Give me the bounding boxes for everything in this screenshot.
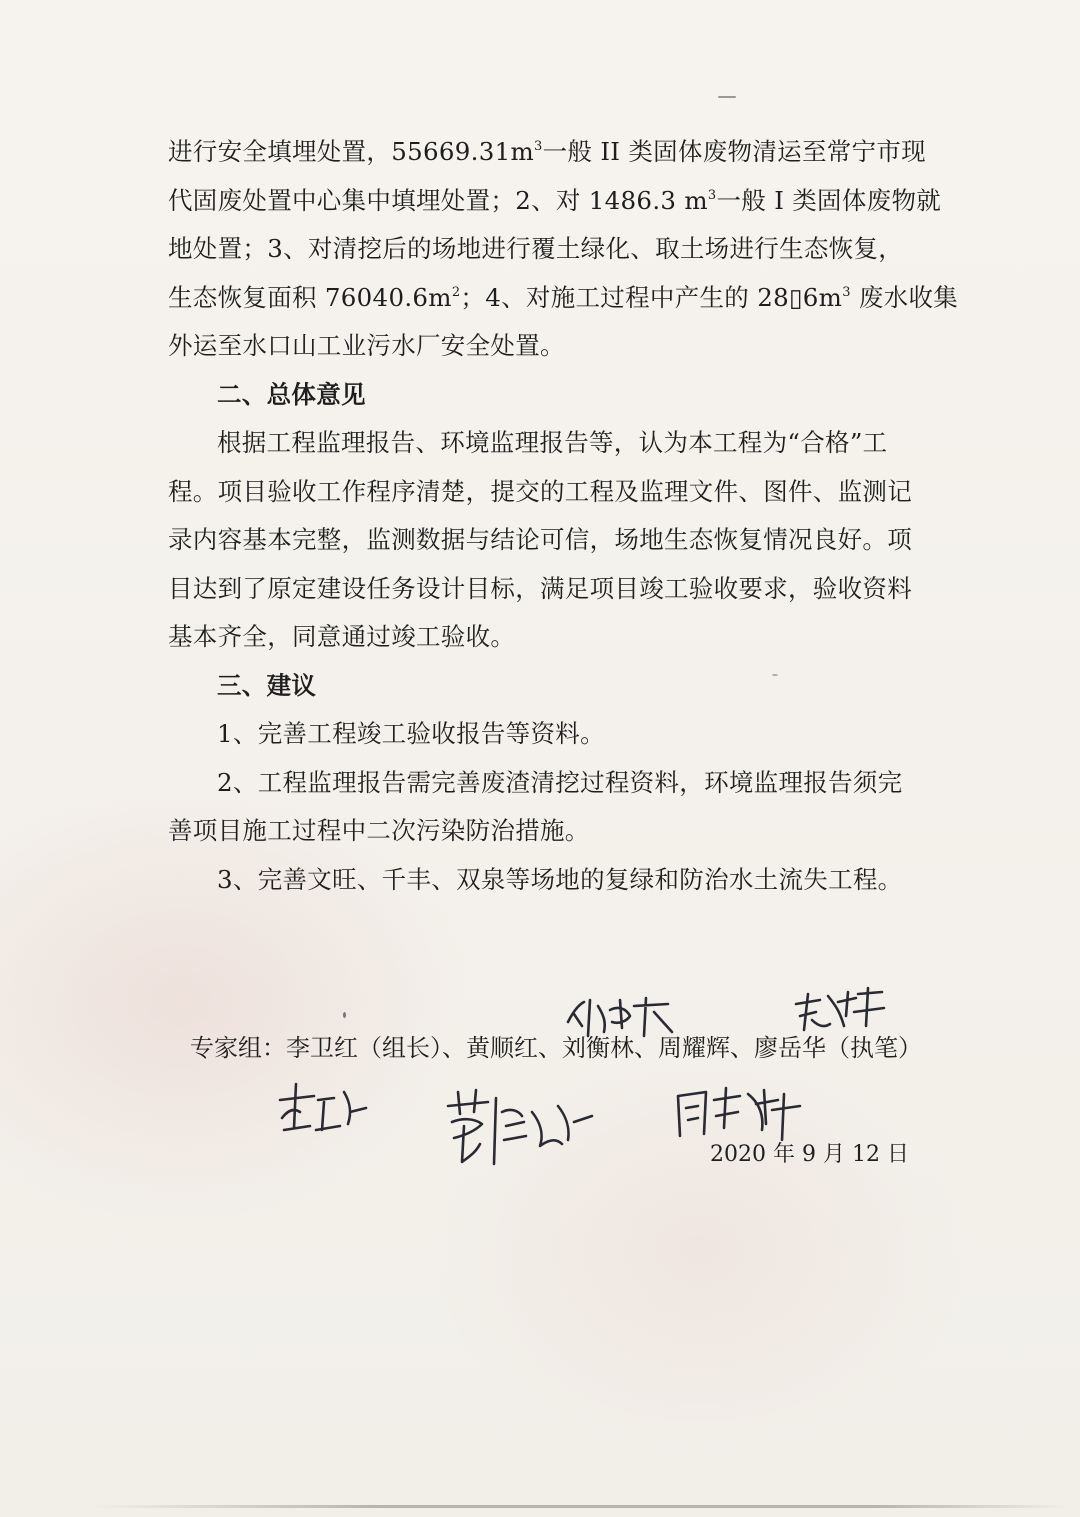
text-line: 目达到了原定建设任务设计目标，满足项目竣工验收要求，验收资料 xyxy=(168,573,912,603)
scan-edge-line xyxy=(90,1505,1070,1508)
section-heading-suggestions: 三、建议 xyxy=(217,670,317,700)
scan-speck xyxy=(343,1012,346,1018)
suggestion-list xyxy=(168,710,913,904)
text-line: 根据工程监理报告、环境监理报告等，认为本工程为“合格”工 xyxy=(217,428,888,457)
scan-speck xyxy=(718,96,736,98)
text-line: 生态恢复面积 $76040.6m^2$；4、对施工过程中产生的 $28▯6m^3$ 废水收集 xyxy=(168,282,959,312)
suggestion-item-continued: 善项目施工过程中二次污染防治措施。 xyxy=(168,816,590,845)
document-body xyxy=(168,128,959,904)
signature-zhou-yaohui xyxy=(668,1080,808,1144)
suggestion-item: 3、完善文旺、千丰、双泉等场地的复绿和防治水土流失工程。 xyxy=(217,864,903,894)
text-line: 地处置；3、对清挖后的场地进行覆土绿化、取土场进行生态恢复， xyxy=(168,234,904,263)
signature-huang-shunhong xyxy=(440,1082,600,1178)
paragraph-overall-opinion xyxy=(168,419,913,662)
text-line: 程。项目验收工作程序清楚，提交的工程及监理文件、图件、监测记 xyxy=(168,476,912,506)
signing-date: 2020 年 9 月 12 日 xyxy=(710,1142,909,1167)
text-line: 外运至水口山工业污水厂安全处置。 xyxy=(168,331,565,360)
signature-li-weihong xyxy=(270,1078,370,1148)
section-heading-overall-opinion: 二、总体意见 xyxy=(217,379,366,409)
paragraph-continuation xyxy=(168,128,959,371)
text-line: 录内容基本完整，监测数据与结论可信，场地生态恢复情况良好。项 xyxy=(168,525,912,554)
scan-speck xyxy=(772,674,778,676)
signature-liu-henglin xyxy=(560,992,680,1042)
text-line: 基本齐全，同意通过竣工验收。 xyxy=(168,622,516,651)
suggestion-item: 1、完善工程竣工验收报告等资料。 xyxy=(217,719,605,748)
text-line: 代固废处置中心集中填埋处置；2、对 1486.3 $m^3$一般 I 类固体废物就 xyxy=(168,185,942,215)
suggestion-item: 2、工程监理报告需完善废渣清挖过程资料，环境监理报告须完 xyxy=(217,767,903,797)
expert-group-line: 专家组：李卫红（组长）、黄顺红、刘衡林、周耀辉、廖岳华（执笔） xyxy=(190,1034,922,1062)
signature-liao-yuehua xyxy=(790,986,890,1040)
text-line: 进行安全填埋处置，$55669.31m^3$一般 II 类固体废物清运至常宁市现 xyxy=(168,137,926,166)
